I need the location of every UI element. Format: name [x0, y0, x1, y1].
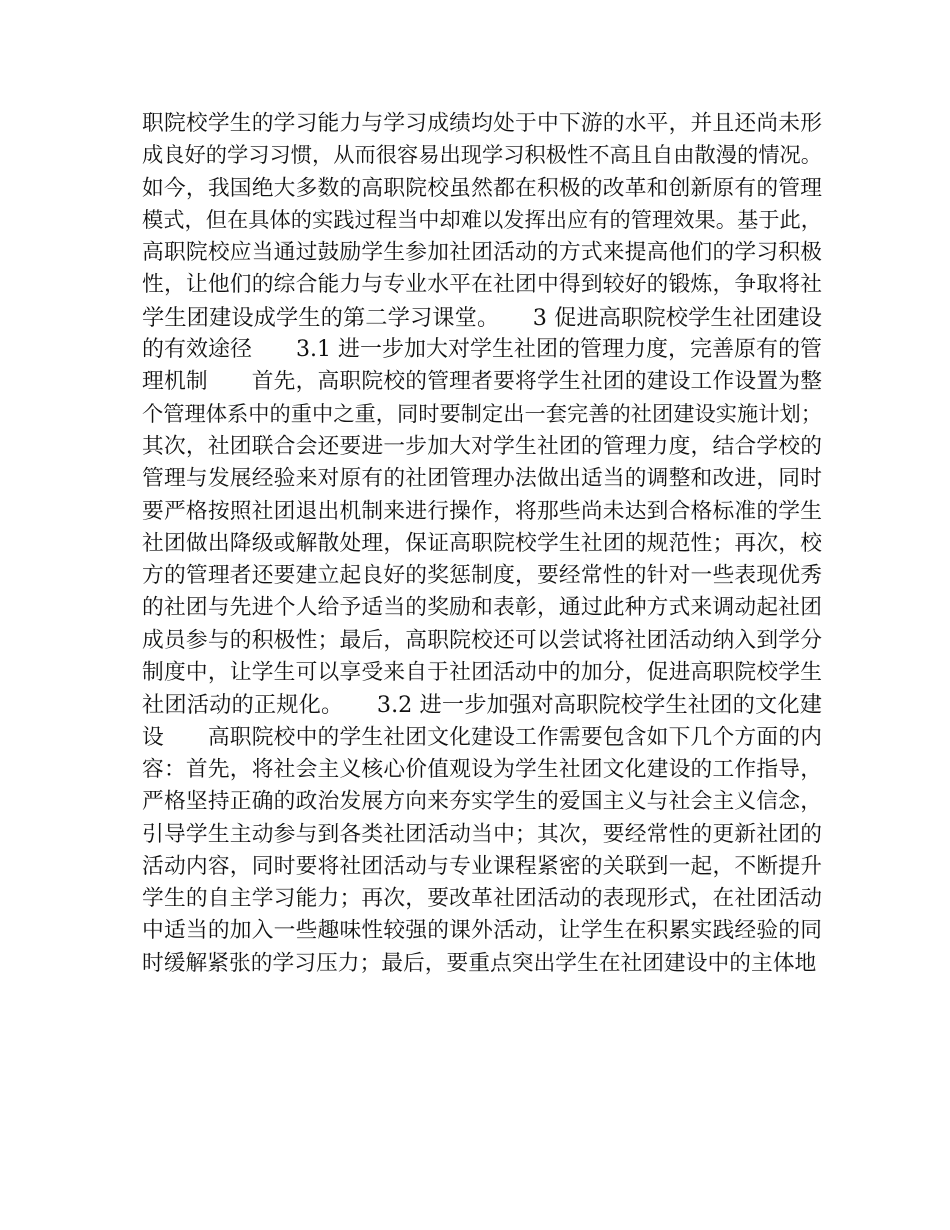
- text-line: 高职院校应当通过鼓励学生参加社团活动的方式来提高他们的学习积极: [142, 240, 822, 266]
- text-line: 的有效途径 3.1 进一步加大对学生社团的管理力度，完善原有的管: [142, 337, 822, 363]
- text-line: 管理与发展经验来对原有的社团管理办法做出适当的调整和改进，同时: [142, 466, 822, 492]
- text-line: 时缓解紧张的学习压力；最后，要重点突出学生在社团建设中的主体地: [142, 950, 817, 976]
- text-line: 社团活动的正规化。 3.2 进一步加强对高职院校学生社团的文化建: [142, 692, 822, 719]
- text-line: 要严格按照社团退出机制来进行操作，将那些尚未达到合格标准的学生: [142, 498, 822, 524]
- text-line: 模式，但在具体的实践过程当中却难以发挥出应有的管理效果。基于此，: [142, 207, 823, 233]
- text-line: 成员参与的积极性；最后，高职院校还可以尝试将社团活动纳入到学分: [142, 627, 822, 653]
- text-line: 的社团与先进个人给予适当的奖励和表彰，通过此种方式来调动起社团: [142, 595, 822, 621]
- text-line: 学生团建设成学生的第二学习课堂。 3 促进高职院校学生社团建设: [142, 304, 822, 331]
- text-line: 个管理体系中的重中之重，同时要制定出一套完善的社团建设实施计划；: [142, 401, 823, 427]
- text-line: 中适当的加入一些趣味性较强的课外活动，让学生在积累实践经验的同: [142, 918, 822, 944]
- text-line: 严格坚持正确的政治发展方向来夯实学生的爱国主义与社会主义信念，: [142, 789, 822, 815]
- text-line: 方的管理者还要建立起良好的奖惩制度，要经常性的针对一些表现优秀: [142, 563, 822, 589]
- body-text: [142, 108, 822, 980]
- text-line: 引导学生主动参与到各类社团活动当中；其次，要经常性的更新社团的: [142, 821, 822, 847]
- text-line: 学生的自主学习能力；再次，要改革社团活动的表现形式，在社团活动: [142, 886, 822, 912]
- text-line: 设 高职院校中的学生社团文化建设工作需要包含如下几个方面的内: [142, 724, 822, 750]
- text-line: 职院校学生的学习能力与学习成绩均处于中下游的水平，并且还尚未形: [142, 111, 822, 136]
- text-line: 其次，社团联合会还要进一步加大对学生社团的管理力度，结合学校的: [142, 433, 822, 459]
- text-line: 制度中，让学生可以享受来自于社团活动中的加分，促进高职院校学生: [142, 660, 822, 686]
- text-line: 性，让他们的综合能力与专业水平在社团中得到较好的锻炼，争取将社: [142, 272, 822, 298]
- text-line: 容：首先，将社会主义核心价值观设为学生社团文化建设的工作指导，: [142, 756, 822, 782]
- text-line: 社团做出降级或解散处理，保证高职院校学生社团的规范性；再次，校: [142, 530, 822, 556]
- text-line: 理机制 首先，高职院校的管理者要将学生社团的建设工作设置为整: [142, 369, 822, 395]
- text-line: 成良好的学习习惯，从而很容易出现学习积极性不高且自由散漫的情况。: [142, 143, 823, 169]
- text-line: 活动内容，同时要将社团活动与专业课程紧密的关联到一起，不断提升: [142, 853, 822, 879]
- text-line: 如今，我国绝大多数的高职院校虽然都在积极的改革和创新原有的管理: [142, 175, 822, 201]
